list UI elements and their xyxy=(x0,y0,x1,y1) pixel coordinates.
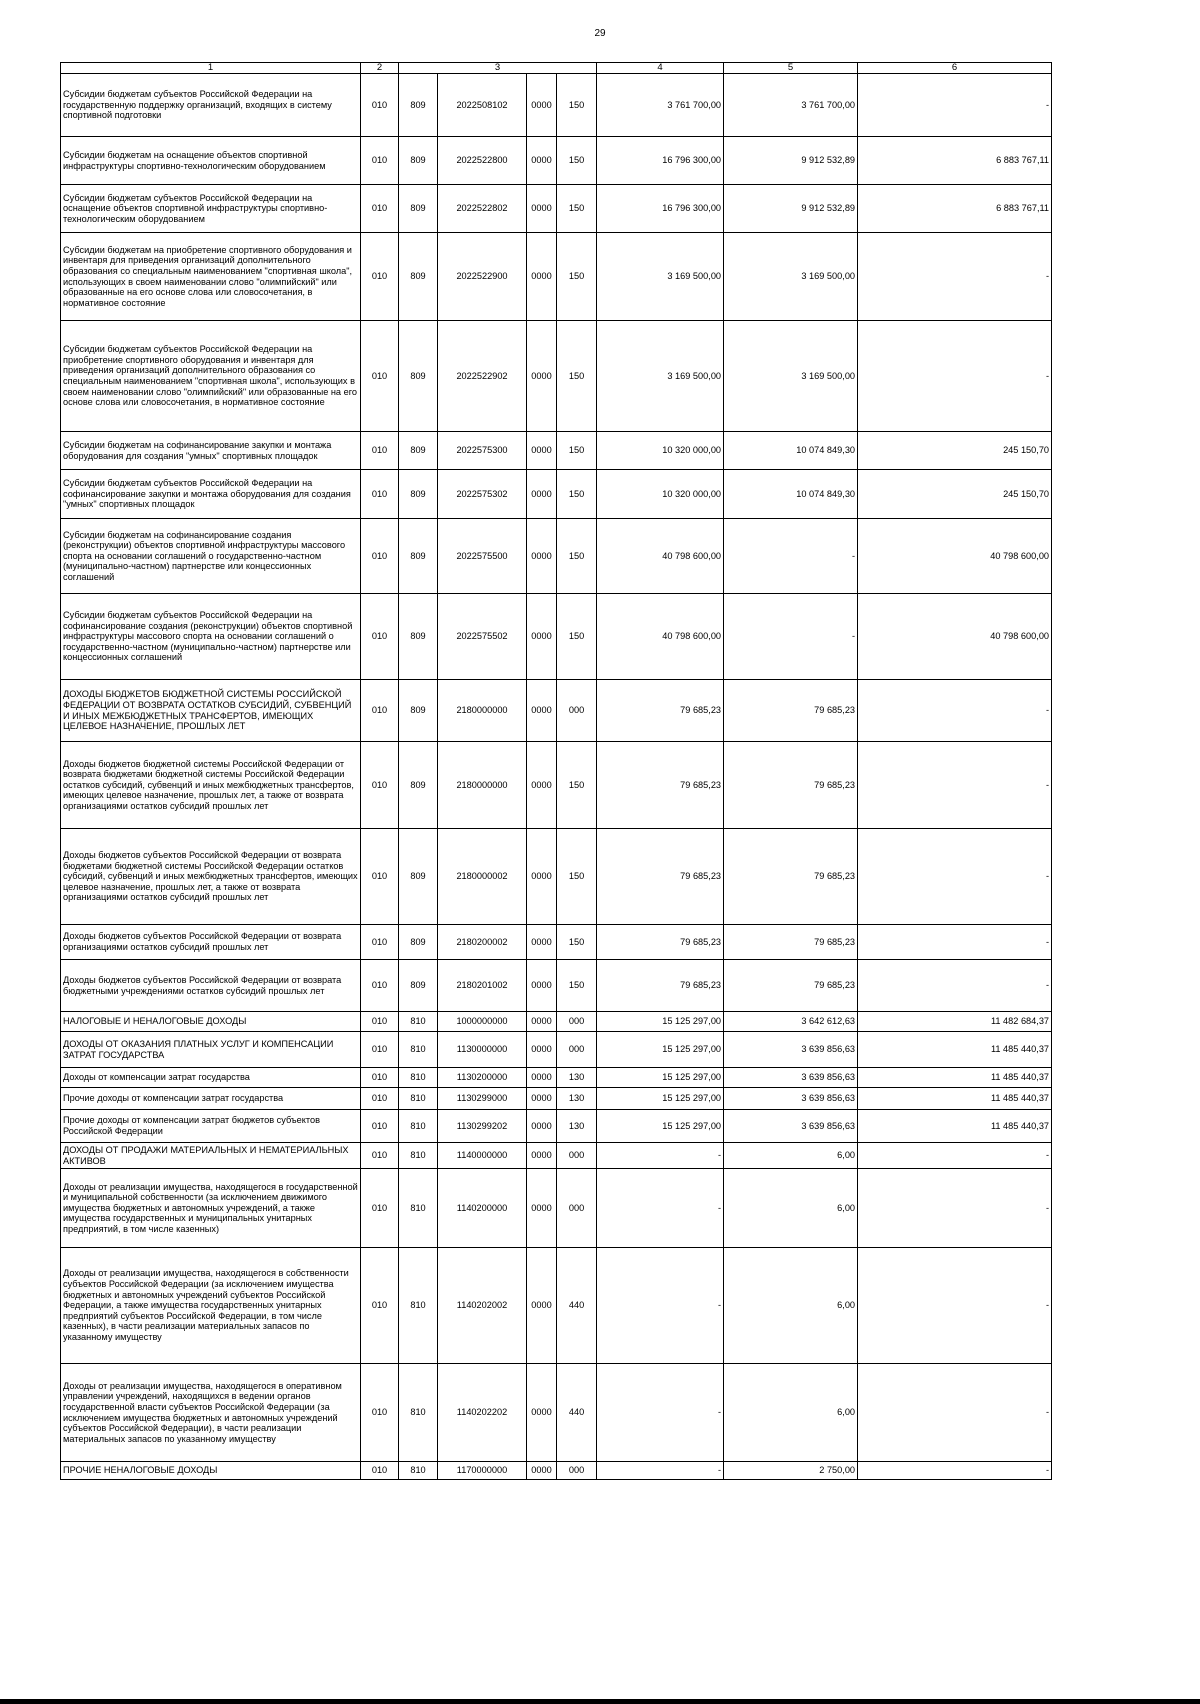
executed-amount-cell: 79 685,23 xyxy=(724,829,858,925)
code-admin-cell: 010 xyxy=(361,829,399,925)
table-row xyxy=(61,1110,1052,1143)
code-admin-cell: 010 xyxy=(361,1110,399,1143)
executed-amount-cell: 6,00 xyxy=(724,1248,858,1364)
header-cell: 5 xyxy=(724,63,858,74)
code-kosgu-cell: 150 xyxy=(557,233,597,321)
code-kbk-cell: 2180201002 xyxy=(438,960,527,1012)
code-program-cell: 0000 xyxy=(527,1248,557,1364)
code-kbk-cell: 1130299202 xyxy=(438,1110,527,1143)
approved-amount-cell: 79 685,23 xyxy=(597,829,724,925)
code-admin-cell: 010 xyxy=(361,1248,399,1364)
executed-amount-cell: 10 074 849,30 xyxy=(724,432,858,470)
approved-amount-cell: 10 320 000,00 xyxy=(597,470,724,519)
approved-amount-cell: 16 796 300,00 xyxy=(597,185,724,233)
code-program-cell: 0000 xyxy=(527,1462,557,1480)
code-chapter-cell: 809 xyxy=(399,519,438,594)
code-kosgu-cell: 000 xyxy=(557,680,597,742)
code-admin-cell: 010 xyxy=(361,1088,399,1110)
row-name-cell: Субсидии бюджетам субъектов Российской Федерации на приобретение спортивного оборудования и инвентаря для приведения организаций дополнительного образования со специальным наименованием "спортивная школа", использующих в своем наименовании слово "олимпийский" или образованные на его основе слова или словосочетания, в нормативное состояние xyxy=(61,321,361,432)
executed-amount-cell: 79 685,23 xyxy=(724,925,858,960)
code-chapter-cell: 809 xyxy=(399,137,438,185)
unexecuted-amount-cell: 6 883 767,11 xyxy=(858,137,1052,185)
table-row xyxy=(61,960,1052,1012)
row-name-cell: Доходы от реализации имущества, находящегося в оперативном управлении учреждений, находящихся в ведении органов государственной власти субъектов Российской Федерации (за исключением имущества бюджетных и автономных учреждений субъектов Российской Федерации), в части реализации материальных запасов по указанному имуществу xyxy=(61,1364,361,1462)
row-name-cell: Доходы от компенсации затрат государства xyxy=(61,1068,361,1088)
code-kbk-cell: 2180000002 xyxy=(438,829,527,925)
code-kosgu-cell: 440 xyxy=(557,1364,597,1462)
table-row xyxy=(61,74,1052,137)
code-chapter-cell: 810 xyxy=(399,1110,438,1143)
code-admin-cell: 010 xyxy=(361,594,399,680)
table-row xyxy=(61,137,1052,185)
code-kbk-cell: 1170000000 xyxy=(438,1462,527,1480)
approved-amount-cell: - xyxy=(597,1248,724,1364)
executed-amount-cell: 10 074 849,30 xyxy=(724,470,858,519)
approved-amount-cell: 79 685,23 xyxy=(597,742,724,829)
executed-amount-cell: 3 642 612,63 xyxy=(724,1012,858,1032)
code-program-cell: 0000 xyxy=(527,829,557,925)
code-program-cell: 0000 xyxy=(527,519,557,594)
approved-amount-cell: 15 125 297,00 xyxy=(597,1012,724,1032)
executed-amount-cell: 6,00 xyxy=(724,1169,858,1248)
row-name-cell: Субсидии бюджетам на софинансирование создания (реконструкции) объектов спортивной инфраструктуры массового спорта на основании соглашений о государственно-частном (муниципально-частном) партнерстве или концессионных соглашений xyxy=(61,519,361,594)
code-kosgu-cell: 130 xyxy=(557,1068,597,1088)
table-row xyxy=(61,925,1052,960)
code-kosgu-cell: 150 xyxy=(557,960,597,1012)
code-program-cell: 0000 xyxy=(527,321,557,432)
header-cell: 3 xyxy=(399,63,597,74)
code-admin-cell: 010 xyxy=(361,74,399,137)
code-admin-cell: 010 xyxy=(361,960,399,1012)
code-kosgu-cell: 000 xyxy=(557,1462,597,1480)
code-program-cell: 0000 xyxy=(527,742,557,829)
row-name-cell: Субсидии бюджетам субъектов Российской Федерации на софинансирование создания (реконструкции) объектов спортивной инфраструктуры массового спорта на основании соглашений о государственно-частном (муниципально-частном) партнерстве или концессионных соглашений xyxy=(61,594,361,680)
scan-edge xyxy=(0,1699,1200,1704)
code-program-cell: 0000 xyxy=(527,470,557,519)
table-row xyxy=(61,321,1052,432)
executed-amount-cell: 3 169 500,00 xyxy=(724,321,858,432)
row-name-cell: Доходы бюджетов бюджетной системы Российской Федерации от возврата бюджетами бюджетной системы Российской Федерации остатков субсидий, субвенций и иных межбюджетных трансфертов, имеющих целевое назначение, прошлых лет, а также от возврата организациями остатков субсидий прошлых лет xyxy=(61,742,361,829)
row-name-cell: Доходы бюджетов субъектов Российской Федерации от возврата бюджетами бюджетной системы Российской Федерации остатков субсидий, субвенций и иных межбюджетных трансфертов, имеющих целевое назначение, прошлых лет, а также от возврата организациями остатков субсидий прошлых лет xyxy=(61,829,361,925)
code-kbk-cell: 1140202002 xyxy=(438,1248,527,1364)
code-kbk-cell: 2180000000 xyxy=(438,680,527,742)
executed-amount-cell: 3 639 856,63 xyxy=(724,1068,858,1088)
executed-amount-cell: 6,00 xyxy=(724,1143,858,1169)
unexecuted-amount-cell: - xyxy=(858,960,1052,1012)
code-admin-cell: 010 xyxy=(361,1169,399,1248)
table-row xyxy=(61,1068,1052,1088)
code-kosgu-cell: 000 xyxy=(557,1169,597,1248)
unexecuted-amount-cell: 11 485 440,37 xyxy=(858,1110,1052,1143)
code-chapter-cell: 810 xyxy=(399,1032,438,1068)
unexecuted-amount-cell: - xyxy=(858,74,1052,137)
code-kbk-cell: 2022508102 xyxy=(438,74,527,137)
code-program-cell: 0000 xyxy=(527,1143,557,1169)
code-chapter-cell: 809 xyxy=(399,925,438,960)
table-row xyxy=(61,1248,1052,1364)
unexecuted-amount-cell: 11 482 684,37 xyxy=(858,1012,1052,1032)
table-row xyxy=(61,1012,1052,1032)
approved-amount-cell: - xyxy=(597,1364,724,1462)
approved-amount-cell: 15 125 297,00 xyxy=(597,1068,724,1088)
code-kbk-cell: 2180000000 xyxy=(438,742,527,829)
code-kosgu-cell: 000 xyxy=(557,1143,597,1169)
executed-amount-cell: 79 685,23 xyxy=(724,960,858,1012)
table-row xyxy=(61,1032,1052,1068)
code-program-cell: 0000 xyxy=(527,680,557,742)
code-chapter-cell: 810 xyxy=(399,1248,438,1364)
table-row xyxy=(61,1143,1052,1169)
code-kbk-cell: 1130299000 xyxy=(438,1088,527,1110)
code-chapter-cell: 809 xyxy=(399,74,438,137)
code-chapter-cell: 809 xyxy=(399,829,438,925)
code-kbk-cell: 1000000000 xyxy=(438,1012,527,1032)
unexecuted-amount-cell: - xyxy=(858,1248,1052,1364)
approved-amount-cell: 3 761 700,00 xyxy=(597,74,724,137)
code-chapter-cell: 809 xyxy=(399,960,438,1012)
code-kosgu-cell: 150 xyxy=(557,137,597,185)
code-chapter-cell: 810 xyxy=(399,1068,438,1088)
executed-amount-cell: 79 685,23 xyxy=(724,742,858,829)
unexecuted-amount-cell: - xyxy=(858,742,1052,829)
header-cell: 6 xyxy=(858,63,1052,74)
table-row xyxy=(61,1088,1052,1110)
table-row xyxy=(61,1169,1052,1248)
approved-amount-cell: 79 685,23 xyxy=(597,960,724,1012)
row-name-cell: ДОХОДЫ ОТ ОКАЗАНИЯ ПЛАТНЫХ УСЛУГ И КОМПЕНСАЦИИ ЗАТРАТ ГОСУДАРСТВА xyxy=(61,1032,361,1068)
row-name-cell: Субсидии бюджетам на оснащение объектов спортивной инфраструктуры спортивно-технологическим оборудованием xyxy=(61,137,361,185)
approved-amount-cell: 40 798 600,00 xyxy=(597,519,724,594)
code-program-cell: 0000 xyxy=(527,1169,557,1248)
executed-amount-cell: 3 639 856,63 xyxy=(724,1110,858,1143)
code-program-cell: 0000 xyxy=(527,233,557,321)
executed-amount-cell: 3 169 500,00 xyxy=(724,233,858,321)
code-kosgu-cell: 150 xyxy=(557,742,597,829)
unexecuted-amount-cell: - xyxy=(858,1364,1052,1462)
table-row xyxy=(61,829,1052,925)
approved-amount-cell: 15 125 297,00 xyxy=(597,1032,724,1068)
code-program-cell: 0000 xyxy=(527,925,557,960)
row-name-cell: Субсидии бюджетам субъектов Российской Федерации на оснащение объектов спортивной инфраструктуры спортивно-технологическим оборудованием xyxy=(61,185,361,233)
code-kbk-cell: 2022575502 xyxy=(438,594,527,680)
code-chapter-cell: 809 xyxy=(399,680,438,742)
unexecuted-amount-cell: 11 485 440,37 xyxy=(858,1032,1052,1068)
row-name-cell: ДОХОДЫ ОТ ПРОДАЖИ МАТЕРИАЛЬНЫХ И НЕМАТЕРИАЛЬНЫХ АКТИВОВ xyxy=(61,1143,361,1169)
header-row xyxy=(61,63,1052,74)
code-program-cell: 0000 xyxy=(527,1110,557,1143)
unexecuted-amount-cell: 11 485 440,37 xyxy=(858,1068,1052,1088)
table-row xyxy=(61,432,1052,470)
code-program-cell: 0000 xyxy=(527,1032,557,1068)
executed-amount-cell: 3 639 856,63 xyxy=(724,1088,858,1110)
unexecuted-amount-cell: 6 883 767,11 xyxy=(858,185,1052,233)
row-name-cell: Субсидии бюджетам на приобретение спортивного оборудования и инвентаря для приведения организаций дополнительного образования со специальным наименованием "спортивная школа", использующих в своем наименовании слово "олимпийский" или образованные на его основе слова или словосочетания, в нормативное состояние xyxy=(61,233,361,321)
code-kosgu-cell: 150 xyxy=(557,321,597,432)
unexecuted-amount-cell: 11 485 440,37 xyxy=(858,1088,1052,1110)
code-kbk-cell: 1140200000 xyxy=(438,1169,527,1248)
table-row xyxy=(61,1462,1052,1480)
code-admin-cell: 010 xyxy=(361,321,399,432)
code-admin-cell: 010 xyxy=(361,1364,399,1462)
table-row xyxy=(61,742,1052,829)
code-kosgu-cell: 150 xyxy=(557,470,597,519)
code-chapter-cell: 809 xyxy=(399,594,438,680)
unexecuted-amount-cell: - xyxy=(858,925,1052,960)
unexecuted-amount-cell: - xyxy=(858,680,1052,742)
code-kosgu-cell: 150 xyxy=(557,185,597,233)
code-kbk-cell: 2022522800 xyxy=(438,137,527,185)
approved-amount-cell: 3 169 500,00 xyxy=(597,321,724,432)
code-kosgu-cell: 150 xyxy=(557,925,597,960)
code-program-cell: 0000 xyxy=(527,594,557,680)
approved-amount-cell: 40 798 600,00 xyxy=(597,594,724,680)
unexecuted-amount-cell: 40 798 600,00 xyxy=(858,519,1052,594)
code-kosgu-cell: 130 xyxy=(557,1110,597,1143)
unexecuted-amount-cell: 245 150,70 xyxy=(858,432,1052,470)
header-cell: 4 xyxy=(597,63,724,74)
code-admin-cell: 010 xyxy=(361,925,399,960)
code-admin-cell: 010 xyxy=(361,680,399,742)
row-name-cell: НАЛОГОВЫЕ И НЕНАЛОГОВЫЕ ДОХОДЫ xyxy=(61,1012,361,1032)
code-program-cell: 0000 xyxy=(527,960,557,1012)
row-name-cell: ДОХОДЫ БЮДЖЕТОВ БЮДЖЕТНОЙ СИСТЕМЫ РОССИЙСКОЙ ФЕДЕРАЦИИ ОТ ВОЗВРАТА ОСТАТКОВ СУБСИДИЙ, СУБВЕНЦИЙ И ИНЫХ МЕЖБЮДЖЕТНЫХ ТРАНСФЕРТОВ, ИМЕЮЩИХ ЦЕЛЕВОЕ НАЗНАЧЕНИЕ, ПРОШЛЫХ ЛЕТ xyxy=(61,680,361,742)
table-row xyxy=(61,594,1052,680)
code-kosgu-cell: 150 xyxy=(557,519,597,594)
code-admin-cell: 010 xyxy=(361,1143,399,1169)
row-name-cell: ПРОЧИЕ НЕНАЛОГОВЫЕ ДОХОДЫ xyxy=(61,1462,361,1480)
executed-amount-cell: - xyxy=(724,594,858,680)
code-program-cell: 0000 xyxy=(527,1088,557,1110)
code-program-cell: 0000 xyxy=(527,137,557,185)
row-name-cell: Прочие доходы от компенсации затрат государства xyxy=(61,1088,361,1110)
executed-amount-cell: 2 750,00 xyxy=(724,1462,858,1480)
code-chapter-cell: 810 xyxy=(399,1012,438,1032)
code-chapter-cell: 810 xyxy=(399,1088,438,1110)
code-kbk-cell: 2022522802 xyxy=(438,185,527,233)
code-program-cell: 0000 xyxy=(527,1364,557,1462)
executed-amount-cell: 3 639 856,63 xyxy=(724,1032,858,1068)
row-name-cell: Доходы от реализации имущества, находящегося в собственности субъектов Российской Федерации (за исключением имущества бюджетных и автономных учреждений субъектов Российской Федерации, а также имущества государственных унитарных предприятий субъектов Российской Федерации, в том числе казенных), в части реализации материальных запасов по указанному имуществу xyxy=(61,1248,361,1364)
row-name-cell: Субсидии бюджетам на софинансирование закупки и монтажа оборудования для создания "умных" спортивных площадок xyxy=(61,432,361,470)
unexecuted-amount-cell: - xyxy=(858,233,1052,321)
code-admin-cell: 010 xyxy=(361,519,399,594)
code-program-cell: 0000 xyxy=(527,1068,557,1088)
executed-amount-cell: - xyxy=(724,519,858,594)
code-admin-cell: 010 xyxy=(361,470,399,519)
code-admin-cell: 010 xyxy=(361,1068,399,1088)
row-name-cell: Доходы бюджетов субъектов Российской Федерации от возврата бюджетными учреждениями остатков субсидий прошлых лет xyxy=(61,960,361,1012)
row-name-cell: Доходы от реализации имущества, находящегося в государственной и муниципальной собственности (за исключением движимого имущества бюджетных и автономных учреждений, а также имущества государственных и муниципальных унитарных предприятий, в том числе казенных) xyxy=(61,1169,361,1248)
table-body xyxy=(61,74,1052,1480)
code-kbk-cell: 2022575300 xyxy=(438,432,527,470)
header-cell: 2 xyxy=(361,63,399,74)
executed-amount-cell: 9 912 532,89 xyxy=(724,137,858,185)
code-kbk-cell: 2180200002 xyxy=(438,925,527,960)
code-kosgu-cell: 000 xyxy=(557,1032,597,1068)
table-row xyxy=(61,185,1052,233)
code-admin-cell: 010 xyxy=(361,1462,399,1480)
approved-amount-cell: 15 125 297,00 xyxy=(597,1088,724,1110)
code-admin-cell: 010 xyxy=(361,137,399,185)
approved-amount-cell: - xyxy=(597,1462,724,1480)
code-admin-cell: 010 xyxy=(361,742,399,829)
approved-amount-cell: - xyxy=(597,1143,724,1169)
table-row xyxy=(61,519,1052,594)
code-chapter-cell: 809 xyxy=(399,432,438,470)
table-row xyxy=(61,1364,1052,1462)
code-kosgu-cell: 000 xyxy=(557,1012,597,1032)
code-kbk-cell: 1130000000 xyxy=(438,1032,527,1068)
code-chapter-cell: 810 xyxy=(399,1364,438,1462)
table-row xyxy=(61,470,1052,519)
header-cell: 1 xyxy=(61,63,361,74)
row-name-cell: Субсидии бюджетам субъектов Российской Федерации на государственную поддержку организаций, входящих в систему спортивной подготовки xyxy=(61,74,361,137)
code-kosgu-cell: 440 xyxy=(557,1248,597,1364)
approved-amount-cell: 10 320 000,00 xyxy=(597,432,724,470)
approved-amount-cell: 79 685,23 xyxy=(597,925,724,960)
code-admin-cell: 010 xyxy=(361,432,399,470)
unexecuted-amount-cell: - xyxy=(858,1169,1052,1248)
unexecuted-amount-cell: 40 798 600,00 xyxy=(858,594,1052,680)
table-row xyxy=(61,680,1052,742)
approved-amount-cell: 15 125 297,00 xyxy=(597,1110,724,1143)
executed-amount-cell: 3 761 700,00 xyxy=(724,74,858,137)
row-name-cell: Доходы бюджетов субъектов Российской Федерации от возврата организациями остатков субсидий прошлых лет xyxy=(61,925,361,960)
code-kbk-cell: 2022575500 xyxy=(438,519,527,594)
code-program-cell: 0000 xyxy=(527,74,557,137)
approved-amount-cell: - xyxy=(597,1169,724,1248)
code-chapter-cell: 810 xyxy=(399,1143,438,1169)
code-chapter-cell: 809 xyxy=(399,742,438,829)
code-program-cell: 0000 xyxy=(527,1012,557,1032)
executed-amount-cell: 79 685,23 xyxy=(724,680,858,742)
code-program-cell: 0000 xyxy=(527,185,557,233)
row-name-cell: Прочие доходы от компенсации затрат бюджетов субъектов Российской Федерации xyxy=(61,1110,361,1143)
code-chapter-cell: 809 xyxy=(399,321,438,432)
row-name-cell: Субсидии бюджетам субъектов Российской Федерации на софинансирование закупки и монтажа оборудования для создания "умных" спортивных площадок xyxy=(61,470,361,519)
code-kbk-cell: 2022575302 xyxy=(438,470,527,519)
code-kbk-cell: 1140202202 xyxy=(438,1364,527,1462)
unexecuted-amount-cell: - xyxy=(858,321,1052,432)
code-kbk-cell: 2022522900 xyxy=(438,233,527,321)
code-kbk-cell: 2022522902 xyxy=(438,321,527,432)
unexecuted-amount-cell: - xyxy=(858,829,1052,925)
approved-amount-cell: 79 685,23 xyxy=(597,680,724,742)
code-admin-cell: 010 xyxy=(361,233,399,321)
unexecuted-amount-cell: 245 150,70 xyxy=(858,470,1052,519)
code-chapter-cell: 809 xyxy=(399,233,438,321)
code-kosgu-cell: 150 xyxy=(557,74,597,137)
page-number: 29 xyxy=(594,28,606,39)
code-program-cell: 0000 xyxy=(527,432,557,470)
code-kosgu-cell: 150 xyxy=(557,432,597,470)
approved-amount-cell: 16 796 300,00 xyxy=(597,137,724,185)
code-chapter-cell: 810 xyxy=(399,1462,438,1480)
approved-amount-cell: 3 169 500,00 xyxy=(597,233,724,321)
code-kbk-cell: 1140000000 xyxy=(438,1143,527,1169)
revenue-table xyxy=(60,62,1052,1480)
code-chapter-cell: 809 xyxy=(399,185,438,233)
code-kosgu-cell: 150 xyxy=(557,829,597,925)
code-admin-cell: 010 xyxy=(361,185,399,233)
code-admin-cell: 010 xyxy=(361,1032,399,1068)
code-kbk-cell: 1130200000 xyxy=(438,1068,527,1088)
code-chapter-cell: 809 xyxy=(399,470,438,519)
code-kosgu-cell: 150 xyxy=(557,594,597,680)
code-admin-cell: 010 xyxy=(361,1012,399,1032)
code-chapter-cell: 810 xyxy=(399,1169,438,1248)
code-kosgu-cell: 130 xyxy=(557,1088,597,1110)
table-row xyxy=(61,233,1052,321)
executed-amount-cell: 9 912 532,89 xyxy=(724,185,858,233)
unexecuted-amount-cell: - xyxy=(858,1462,1052,1480)
executed-amount-cell: 6,00 xyxy=(724,1364,858,1462)
unexecuted-amount-cell: - xyxy=(858,1143,1052,1169)
